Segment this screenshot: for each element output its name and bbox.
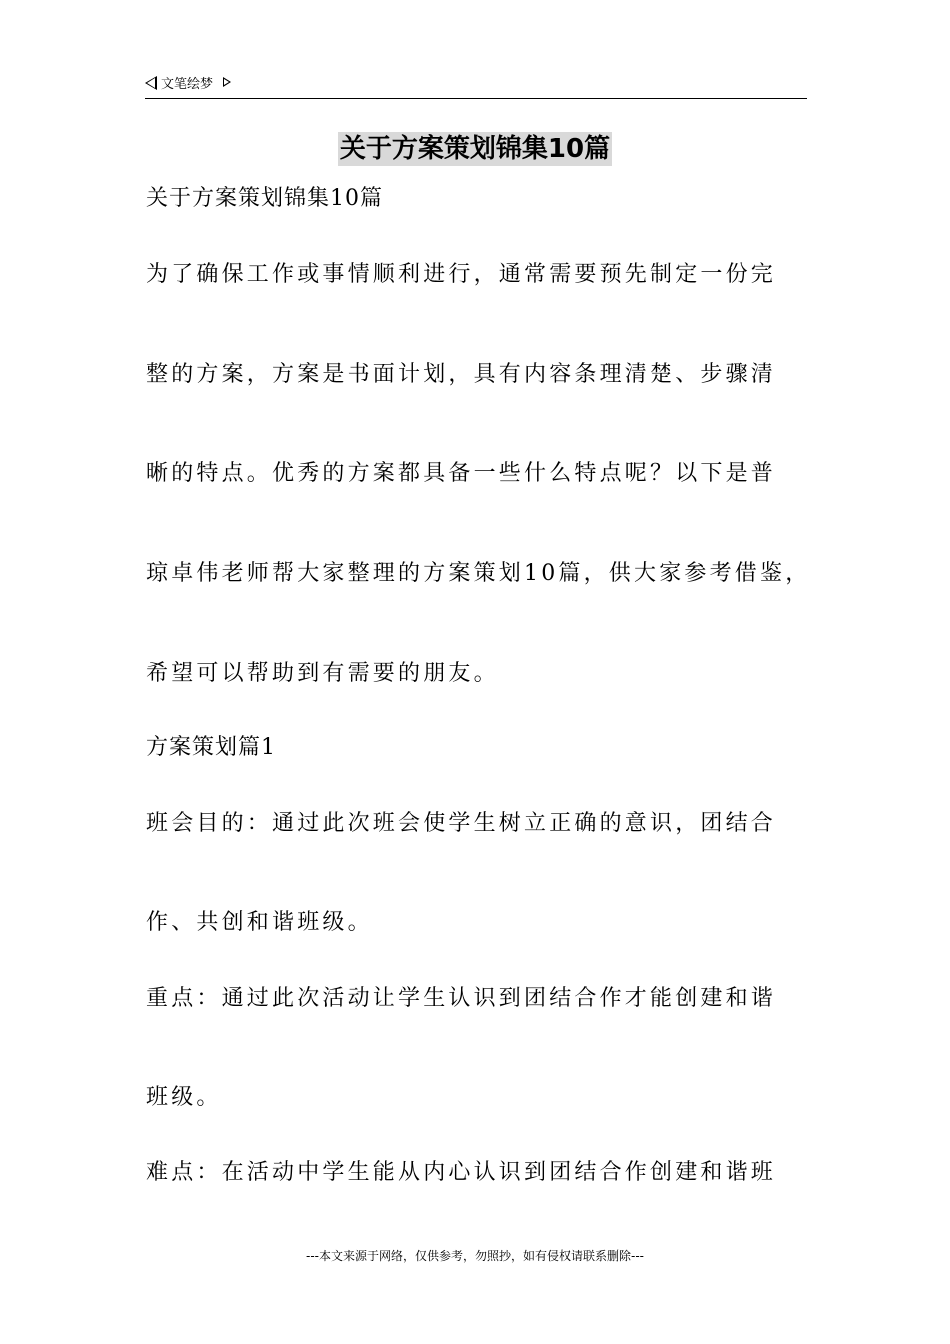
page-footer: ---本文来源于网络，仅供参考，勿照抄，如有侵权请联系删除--- (306, 1249, 644, 1263)
paragraph-line: 难点：在活动中学生能从内心认识到团结合作创建和谐班 (146, 1160, 777, 1185)
document-title-text: 关于方案策划锦集10篇 (339, 134, 611, 164)
paragraph-line: 作、共创和谐班级。 (146, 910, 373, 935)
document-title (0, 132, 950, 166)
subtitle-line: 关于方案策划锦集10篇 (146, 186, 383, 211)
triangle-right-icon (223, 77, 231, 87)
paragraph-line: 为了确保工作或事情顺利进行，通常需要预先制定一份完 (146, 262, 777, 287)
section-heading: 方案策划篇1 (146, 735, 276, 760)
header-brand-text: 文笔绘梦 (161, 77, 214, 92)
paragraph-line: 晰的特点。优秀的方案都具备一些什么特点呢？以下是普 (146, 461, 777, 486)
paragraph-line: 班级。 (146, 1085, 222, 1110)
paragraph-line: 整的方案，方案是书面计划，具有内容条理清楚、步骤清 (146, 362, 777, 387)
header-brand (145, 76, 231, 94)
paragraph-line: 重点：通过此次活动让学生认识到团结合作才能创建和谐 (146, 986, 777, 1011)
paragraph-line: 班会目的：通过此次班会使学生树立正确的意识，团结合 (146, 811, 777, 836)
paragraph-line: 希望可以帮助到有需要的朋友。 (146, 661, 499, 686)
triangle-left-icon (145, 76, 157, 90)
page-header (145, 74, 807, 99)
paragraph-line: 琼卓伟老师帮大家整理的方案策划10篇，供大家参考借鉴， (146, 561, 811, 586)
